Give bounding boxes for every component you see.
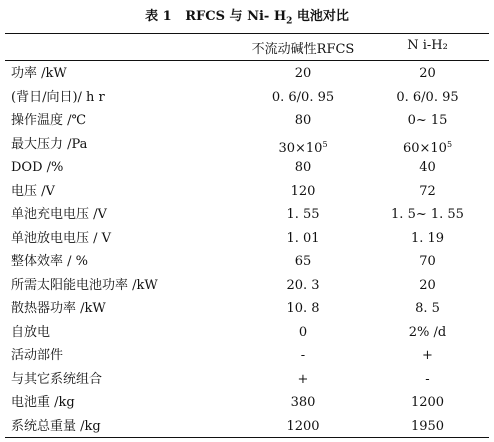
column-header-nih2: N i-H₂ xyxy=(407,38,448,53)
nih2-value: 1. 19 xyxy=(410,230,445,246)
nih2-value: 1200 xyxy=(410,395,445,410)
nih2-value: $60\times 10^5$ xyxy=(402,139,453,156)
table-row xyxy=(0,274,494,298)
table-caption xyxy=(0,5,494,27)
nih2-value: 20 xyxy=(419,277,436,293)
row-label: 所需太阳能电池功率 /kW xyxy=(11,277,158,293)
row-label: DOD /% xyxy=(11,160,64,175)
nih2-value: 20 xyxy=(419,66,436,81)
nih2-value: 1950 xyxy=(410,418,445,434)
table-row xyxy=(0,109,494,133)
nih2-exponent: 5 xyxy=(446,139,453,149)
column-header-rfcs: 不流动碱性RFCS xyxy=(251,42,355,57)
nih2-value: 1. 5~ 1. 55 xyxy=(391,207,464,222)
table-number: 表 1 xyxy=(145,9,172,24)
table-row xyxy=(0,321,494,345)
rfcs-value: 0. 6/0. 95 xyxy=(271,89,335,105)
rfcs-value: 1. 01 xyxy=(286,230,320,246)
rfcs-value: - xyxy=(300,348,306,363)
table-body xyxy=(0,62,494,438)
table-row xyxy=(0,415,494,439)
row-label: 自放电 xyxy=(11,324,51,340)
row-label: (背日/向日)/ h r xyxy=(11,89,105,105)
row-label: 功率 /kW xyxy=(11,66,67,81)
rfcs-value: 20 xyxy=(294,66,312,81)
table-row xyxy=(0,227,494,251)
rfcs-value: 65 xyxy=(294,254,312,269)
nih2-value: 40 xyxy=(419,160,436,175)
rfcs-value: 80 xyxy=(294,113,312,128)
table-row xyxy=(0,86,494,110)
row-label: 与其它系统组合 xyxy=(11,371,103,387)
rfcs-value: 1. 55 xyxy=(286,207,320,222)
rfcs-value: 380 xyxy=(290,395,316,410)
row-label: 整体效率 / % xyxy=(11,254,88,269)
row-label: 操作温度 /℃ xyxy=(11,113,87,128)
table-row xyxy=(0,156,494,180)
rfcs-value: 1200 xyxy=(286,418,320,434)
nih2-value: + xyxy=(422,348,433,363)
nih2-value: - xyxy=(425,371,430,387)
nih2-value: 0~ 15 xyxy=(407,113,448,128)
table-title: RFCS 与 Ni- $H_2$ 电池对比 xyxy=(185,9,349,27)
nih2-value: 8. 5 xyxy=(415,301,440,316)
row-label: 单池充电电压 /V xyxy=(11,207,107,222)
table-row xyxy=(0,250,494,274)
top-rule xyxy=(5,33,489,34)
rfcs-value: + xyxy=(297,371,309,387)
rfcs-value: 80 xyxy=(294,160,312,175)
row-label: 最大压力 /Pa xyxy=(11,136,88,152)
table-header xyxy=(0,38,494,58)
rfcs-value: 120 xyxy=(290,183,316,199)
row-label: 单池放电电压 / V xyxy=(11,230,112,246)
row-label: 散热器功率 /kW xyxy=(11,301,106,316)
rfcs-value: 0 xyxy=(298,324,308,340)
row-label: 系统总重量 /kg xyxy=(11,418,101,434)
table-row xyxy=(0,133,494,157)
bottom-rule xyxy=(5,437,489,438)
table-row xyxy=(0,344,494,368)
nih2-value: 2% /d xyxy=(408,324,447,340)
rfcs-value: 20. 3 xyxy=(286,277,320,293)
nih2-value: 70 xyxy=(419,254,436,269)
table-row xyxy=(0,203,494,227)
table-row xyxy=(0,368,494,392)
header-rule xyxy=(5,60,489,61)
table-row xyxy=(0,297,494,321)
nih2-value: 0. 6/0. 95 xyxy=(396,89,459,105)
row-label: 电池重 /kg xyxy=(11,395,75,410)
table-row xyxy=(0,180,494,204)
row-label: 电压 /V xyxy=(11,183,55,199)
nih2-value: 72 xyxy=(419,183,436,199)
row-label: 活动部件 xyxy=(11,348,64,363)
rfcs-exponent: 5 xyxy=(322,139,328,149)
table-row xyxy=(0,62,494,86)
rfcs-value: $30\times 10^5$ xyxy=(278,139,328,156)
table-row xyxy=(0,391,494,415)
rfcs-value: 10. 8 xyxy=(286,301,320,316)
